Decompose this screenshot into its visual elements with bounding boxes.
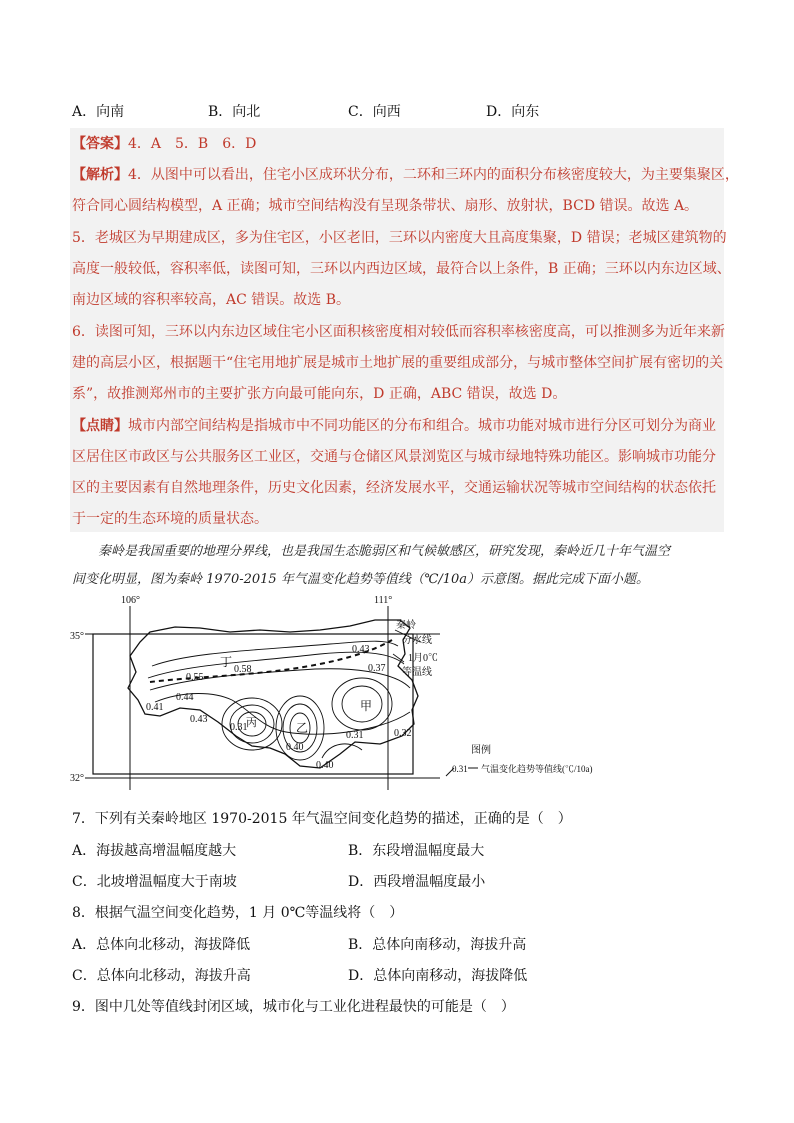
q7-stem: 7．下列有关秦岭地区 1970-2015 年气温空间变化趋势的描述，正确的是（ ） [72, 811, 572, 827]
iso-label-5: 0.31 [230, 722, 248, 733]
q7-option-b: B．东段增温幅度最大 [348, 843, 485, 859]
lon-right-label: 111° [374, 595, 393, 606]
q8-option-a: A．总体向北移动，海拔降低 [72, 937, 251, 953]
side-watershed: 分水线 [402, 635, 432, 646]
pointer-line-2: 区居住区市政区与公共服务区工业区，交通与仓储区风景浏览区与城市绿地特殊功能区。影响城市功能分 [72, 449, 716, 465]
analysis-line-6: 6．读图可知，三环以内东边区域住宅小区面积核密度相对较低而容积率核密度高，可以推测多为近年来新 [72, 324, 725, 340]
analysis-line-5: 南边区域的容积率较高，AC 错误。故选 B。 [72, 292, 351, 308]
intro-line-1: 秦岭是我国重要的地理分界线，也是我国生态脆弱区和气候敏感区，研究发现，秦岭近几十年气温空 [98, 544, 671, 559]
q8-option-d: D．总体向南移动，海拔降低 [348, 968, 528, 984]
iso-label-6: 0.40 [286, 742, 304, 753]
lon-left-label: 106° [121, 595, 140, 606]
q9-stem: 9．图中几处等值线封闭区域，城市化与工业化进程最快的可能是（ ） [72, 999, 515, 1015]
iso-label-10: 0.43 [352, 644, 370, 655]
iso-label-11: 0.37 [368, 663, 386, 674]
legend-title: 图例 [471, 745, 491, 756]
qinling-outline [128, 620, 418, 768]
pointer-text-1: 城市内部空间结构是指城市中不同功能区的分布和组合。城市功能对城市进行分区可划分为商业 [128, 418, 716, 434]
pointer-line-1 [72, 416, 716, 436]
analysis-line-1 [72, 165, 739, 185]
side-jan-0c: 1月0℃ [408, 653, 438, 664]
label-ding: 丁 [220, 655, 233, 669]
q8-stem: 8．根据气温空间变化趋势，1 月 0℃等温线将（ ） [72, 905, 404, 921]
q7-option-c: C．北坡增温幅度大于南坡 [72, 874, 237, 890]
analysis-tag: 【解析】 [72, 167, 128, 183]
iso-label-2: 0.44 [176, 692, 194, 703]
answer-line [72, 134, 256, 154]
q8-option-b: B．总体向南移动，海拔升高 [348, 937, 527, 953]
pointer-line-3: 区的主要因素有自然地理条件，历史文化因素，经济发展水平，交通运输状况等城市空间结构的状态依托 [72, 480, 716, 496]
analysis-line-3: 5．老城区为早期建成区，多为住宅区，小区老旧，三环以内密度大且高度集聚，D 错误；老城区建筑物的 [72, 230, 727, 246]
analysis-text-1: 4．从图中可以看出，住宅小区成环状分布，二环和三环内的面积分布核密度较大，为主要集聚区， [128, 167, 739, 183]
iso-label-3: 0.41 [146, 702, 164, 713]
option-d: D．向东 [486, 104, 540, 120]
label-bing: 丙 [246, 717, 257, 729]
iso-label-0: 0.58 [234, 664, 252, 675]
analysis-line-2: 符合同心圆结构模型，A 正确；城市空间结构没有呈现条带状、扇形、放射状，BCD 错误。故选 A。 [72, 198, 699, 214]
q8-option-c: C．总体向北移动，海拔升高 [72, 968, 251, 984]
option-b: B．向北 [208, 104, 261, 120]
iso-label-4: 0.43 [190, 714, 208, 725]
legend-text: 气温变化趋势等值线(℃/10a) [481, 764, 593, 774]
iso-label-8: 0.31 [346, 730, 364, 741]
iso-label-9: 0.32 [394, 728, 412, 739]
analysis-line-7: 建的高层小区，根据题干“住宅用地扩展是城市土地扩展的重要组成部分，与城市整体空间扩展有密切的关 [72, 355, 724, 371]
answer-tag: 【答案】 [72, 136, 128, 152]
side-isotherm: 等温线 [402, 667, 432, 678]
answer-text: 4．A 5．B 6．D [128, 136, 257, 152]
pointer-line-4: 于一定的生态环境的质量状态。 [72, 511, 268, 527]
analysis-line-8: 系”，故推测郑州市的主要扩张方向最可能向东，D 正确，ABC 错误，故选 D。 [72, 386, 567, 402]
option-c: C．向西 [348, 104, 401, 120]
label-jia: 甲 [360, 699, 373, 713]
isoline-0-40-south [322, 744, 362, 758]
legend-value: 0.31 [452, 764, 468, 774]
intro-line-2: 间变化明显，图为秦岭 1970-2015 年气温变化趋势等值线（℃/10a）示意图。据此完成下面小题。 [72, 572, 650, 587]
pointer-tag: 【点睛】 [72, 418, 128, 434]
q3-options [72, 102, 722, 122]
qinling-isoline-map [0, 592, 794, 802]
analysis-line-4: 高度一般较低，容积率低，读图可知，三环以内西边区域，最符合以上条件，B 正确；三环以内东边区域、 [72, 261, 731, 277]
iso-label-7: 0.40 [316, 760, 334, 771]
q7-option-d: D．西段增温幅度最小 [348, 874, 486, 890]
iso-label-1: 0.55 [186, 672, 204, 683]
lat-top-label: 35° [70, 631, 84, 642]
lat-bottom-label: 32° [70, 773, 84, 784]
label-yi: 乙 [296, 721, 309, 735]
side-qinling: 秦岭 [396, 620, 416, 631]
option-a: A．向南 [72, 104, 125, 120]
q7-option-a: A．海拔越高增温幅度越大 [72, 843, 237, 859]
